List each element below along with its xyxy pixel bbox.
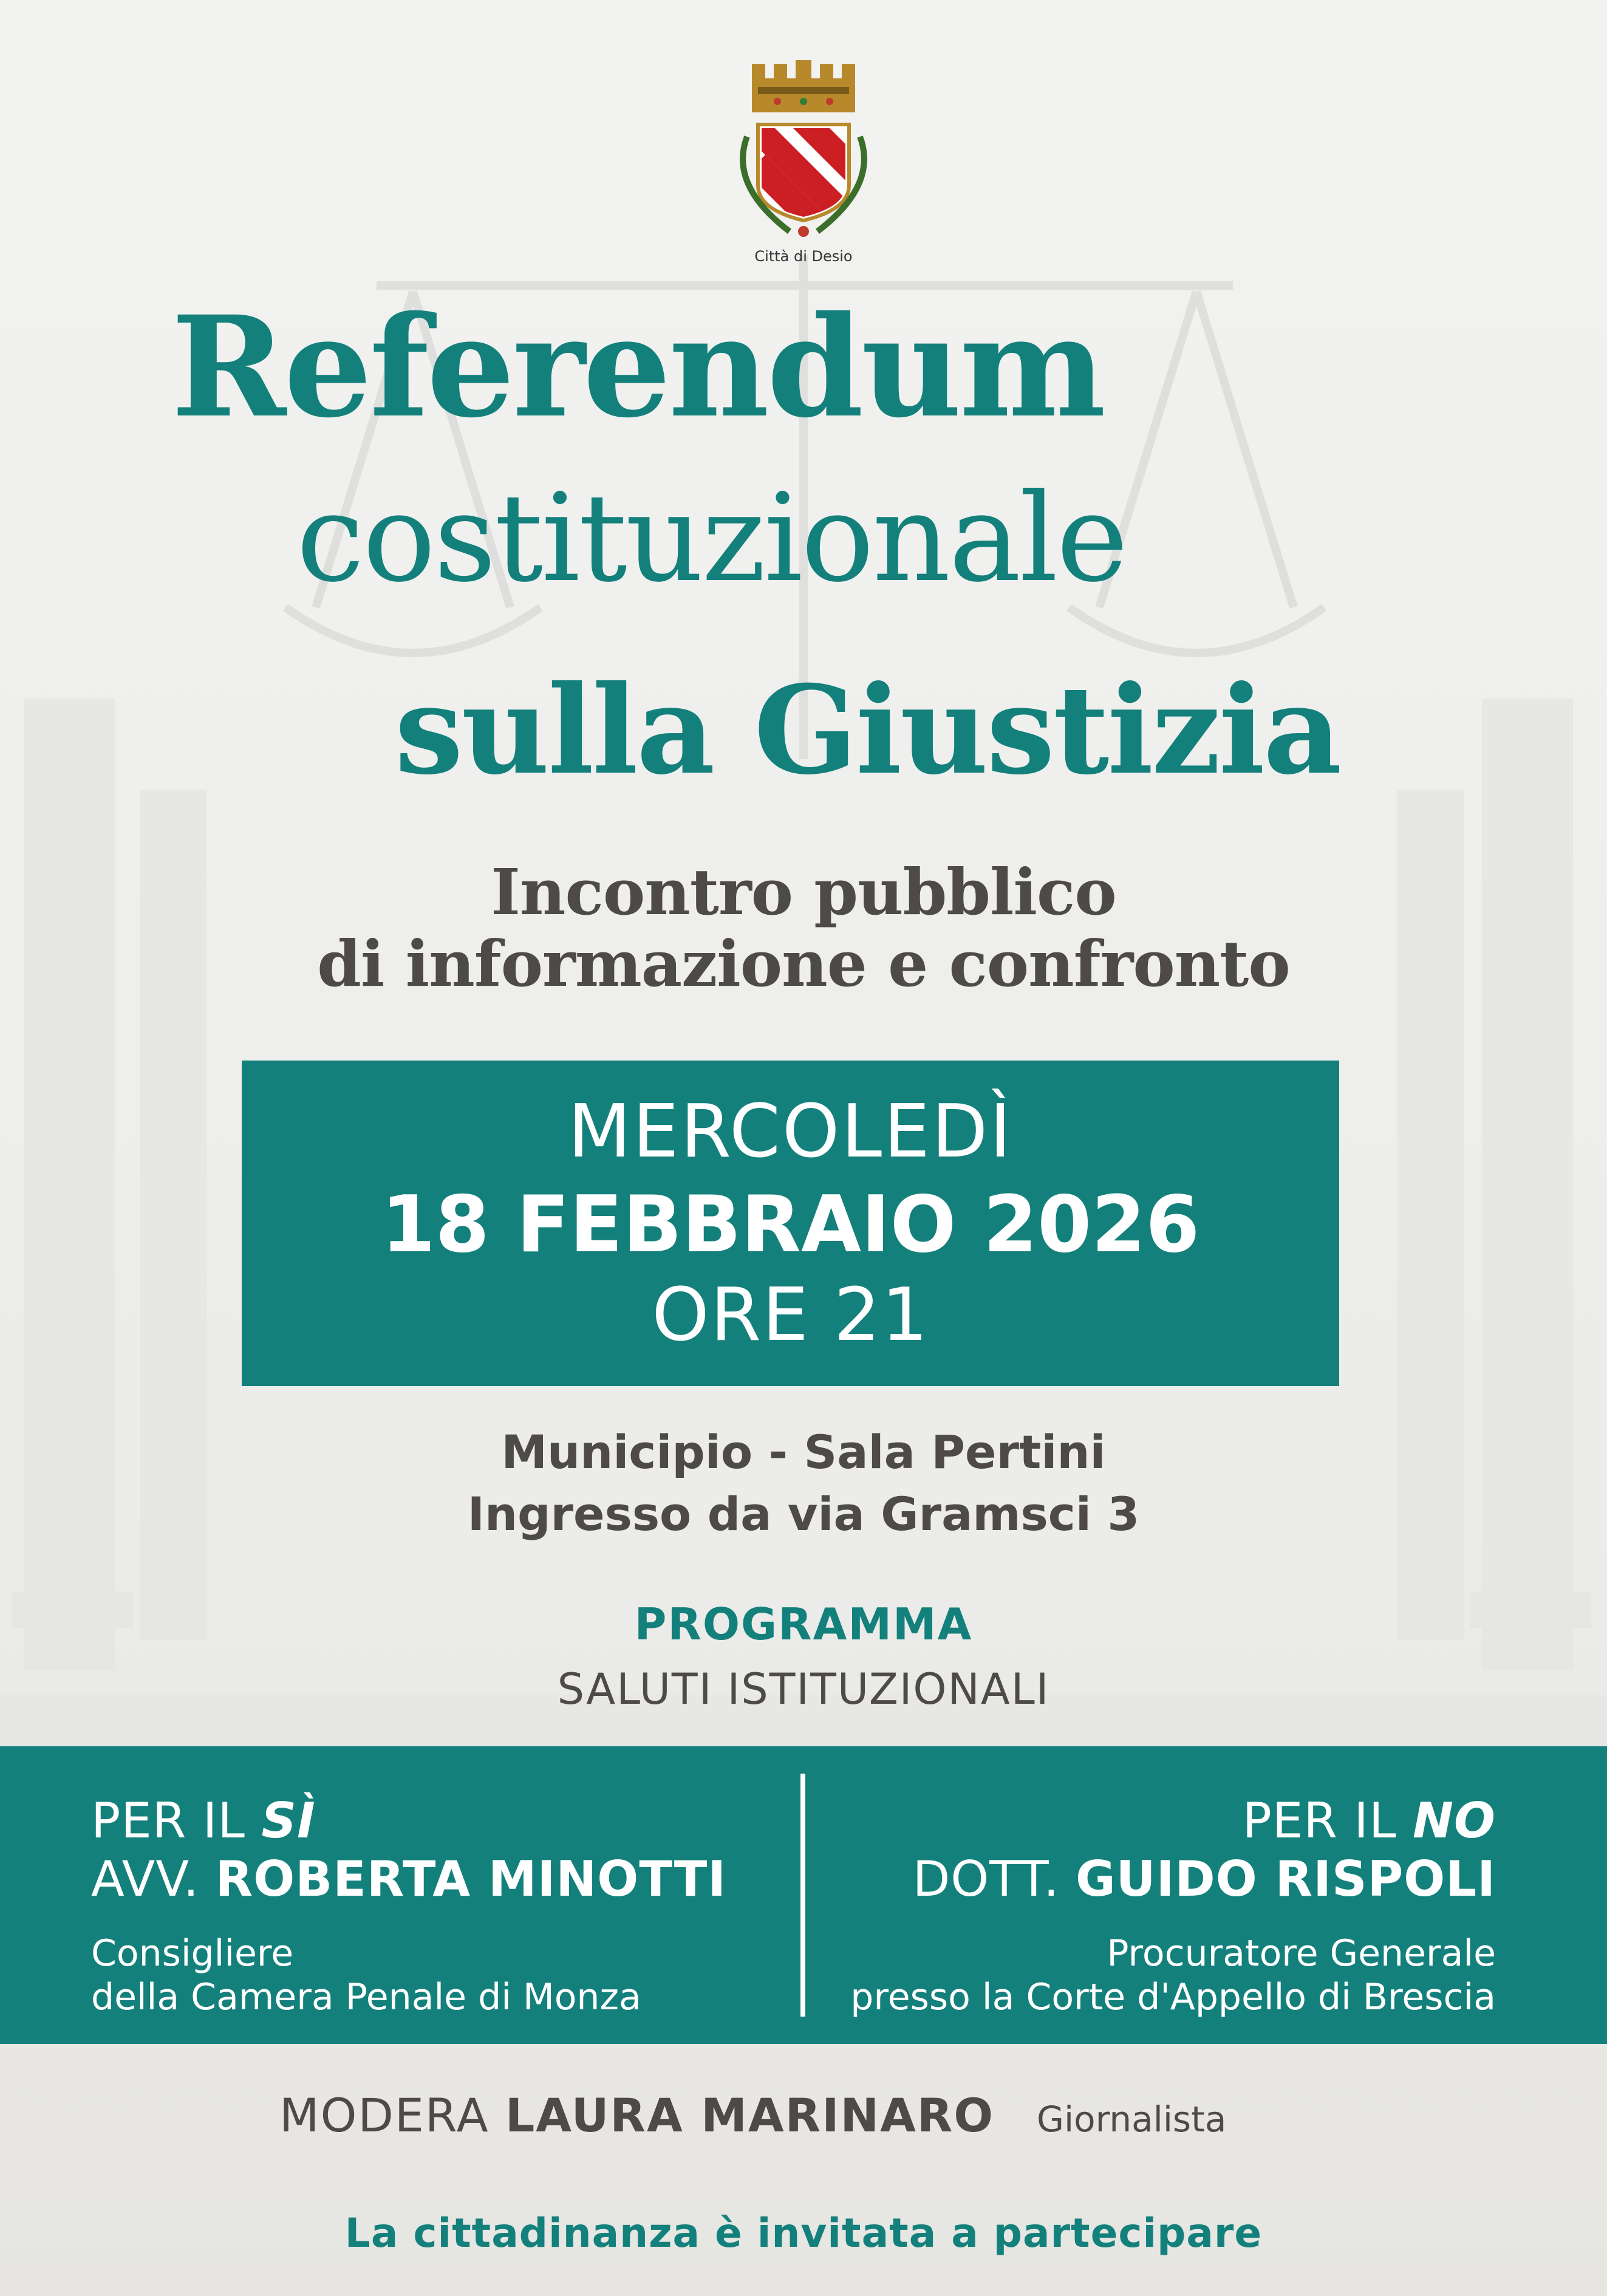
yes-speaker-name [91, 1850, 726, 1908]
yes-name: ROBERTA MINOTTI [215, 1851, 727, 1907]
city-coat-of-arms-logo [723, 58, 884, 240]
yes-title: AVV. [91, 1851, 216, 1907]
yes-side: SÌ [261, 1792, 316, 1849]
event-time: ORE 21 [652, 1273, 929, 1358]
no-speaker-name [850, 1850, 1496, 1908]
program-item: SALUTI ISTITUZIONALI [557, 1664, 1050, 1714]
title-line-2: costituzionale [296, 468, 1127, 609]
no-speaker-role [850, 1932, 1496, 2019]
program-heading: PROGRAMMA [634, 1599, 973, 1650]
moderator [279, 2088, 1226, 2142]
no-speaker [850, 1792, 1496, 2019]
yes-role-line-1: Consigliere [91, 1932, 294, 1975]
no-name: GUIDO RISPOLI [1075, 1851, 1496, 1907]
no-title: DOTT. [912, 1851, 1076, 1907]
moderator-label: MODERA [279, 2088, 505, 2142]
no-prefix: PER IL [1242, 1792, 1413, 1849]
moderator-role: Giornalista [1037, 2099, 1227, 2140]
yes-speaker [91, 1792, 726, 2019]
event-date-box [242, 1061, 1339, 1386]
yes-speaker-role [91, 1932, 726, 2019]
venue-line-2: Ingresso da via Gramsci 3 [467, 1487, 1140, 1541]
speakers-divider [800, 1774, 805, 2017]
yes-side-label [91, 1792, 726, 1850]
yes-role-line-2: della Camera Penale di Monza [91, 1976, 641, 2018]
venue-line-1: Municipio - Sala Pertini [501, 1425, 1106, 1479]
event-date: 18 FEBBRAIO 2026 [381, 1180, 1200, 1270]
closing-invitation: La cittadinanza è invitata a partecipare [344, 2210, 1263, 2257]
moderator-name: LAURA MARINARO [505, 2088, 995, 2142]
subtitle-line-1: Incontro pubblico [491, 855, 1116, 929]
no-role-line-1: Procuratore Generale [1107, 1932, 1496, 1975]
title-line-1: Referendum [171, 285, 1104, 448]
event-weekday: MERCOLEDÌ [568, 1090, 1013, 1174]
title-line-3: sulla Giustizia [395, 659, 1340, 802]
yes-prefix: PER IL [91, 1792, 262, 1849]
no-side: NO [1413, 1792, 1496, 1849]
no-role-line-2: presso la Corte d'Appello di Brescia [850, 1976, 1496, 2018]
speakers-band [0, 1746, 1607, 2044]
event-venue [0, 1421, 1607, 1545]
logo-caption: Città di Desio [754, 248, 853, 265]
no-side-label [850, 1792, 1496, 1850]
subtitle-line-2: di informazione e confronto [317, 926, 1290, 1001]
subtitle [0, 856, 1607, 1000]
